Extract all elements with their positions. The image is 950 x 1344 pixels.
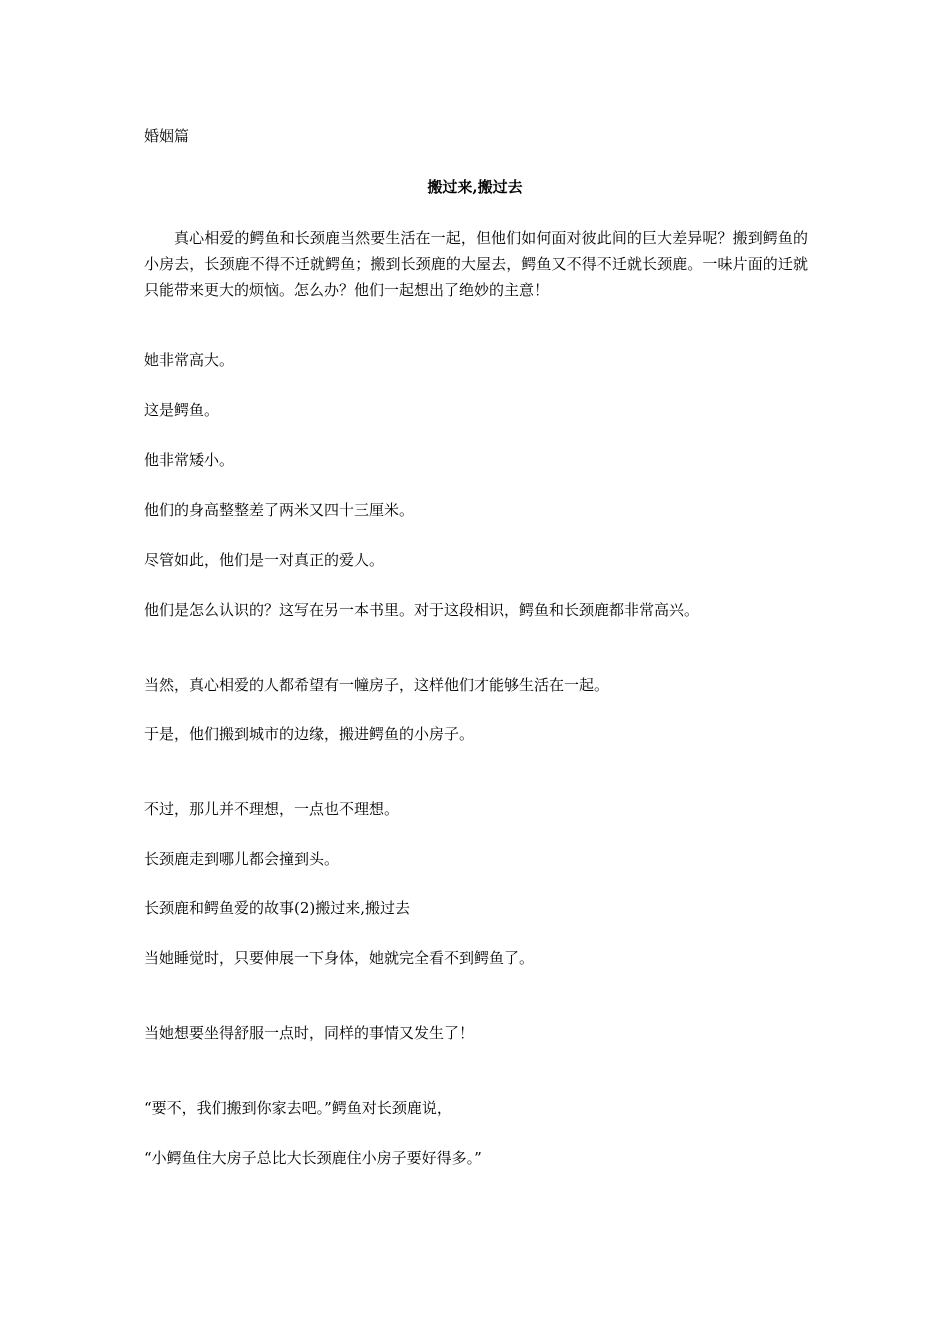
page-title: 搬过来,搬过去: [427, 178, 523, 196]
paragraph: 这是鳄鱼。: [144, 401, 220, 419]
paragraph: “小鳄鱼住大房子总比大长颈鹿住小房子要好得多。”: [144, 1149, 482, 1167]
paragraph: 他们的身高整整差了两米又四十三厘米。: [144, 501, 415, 519]
paragraph: 长颈鹿走到哪儿都会撞到头。: [144, 850, 340, 868]
paragraph: 长颈鹿和鳄鱼爱的故事(2)搬过来,搬过去: [144, 899, 411, 917]
paragraph: 当她睡觉时，只要伸展一下身体，她就完全看不到鳄鱼了。: [144, 949, 535, 967]
paragraph: 尽管如此，他们是一对真正的爱人。: [144, 551, 385, 569]
intro-paragraph: 真心相爱的鳄鱼和长颈鹿当然要生活在一起，但他们如何面对彼此间的巨大差异呢？搬到鳄鱼的小房去，长颈鹿不得不迁就鳄鱼；搬到长颈鹿的大屋去，鳄鱼又不得不迁就长颈鹿。一味片面的迁就只能带来更大的烦恼。怎么办？他们一起想出了绝妙的主意！: [144, 229, 808, 299]
paragraph: 他非常矮小。: [144, 451, 235, 469]
paragraph: 于是，他们搬到城市的边缘，搬进鳄鱼的小房子。: [144, 725, 475, 743]
paragraph: 不过，那儿并不理想，一点也不理想。: [144, 800, 400, 818]
paragraph: 当她想要坐得舒服一点时，同样的事情又发生了！: [144, 1024, 475, 1042]
paragraph: 她非常高大。: [144, 351, 235, 369]
paragraph: 他们是怎么认识的？这写在另一本书里。对于这段相识，鳄鱼和长颈鹿都非常高兴。: [144, 601, 700, 619]
paragraph: 当然，真心相爱的人都希望有一幢房子，这样他们才能够生活在一起。: [144, 676, 610, 694]
paragraph: “要不，我们搬到你家去吧。”鳄鱼对长颈鹿说，: [144, 1099, 452, 1117]
section-label: 婚姻篇: [144, 127, 190, 145]
